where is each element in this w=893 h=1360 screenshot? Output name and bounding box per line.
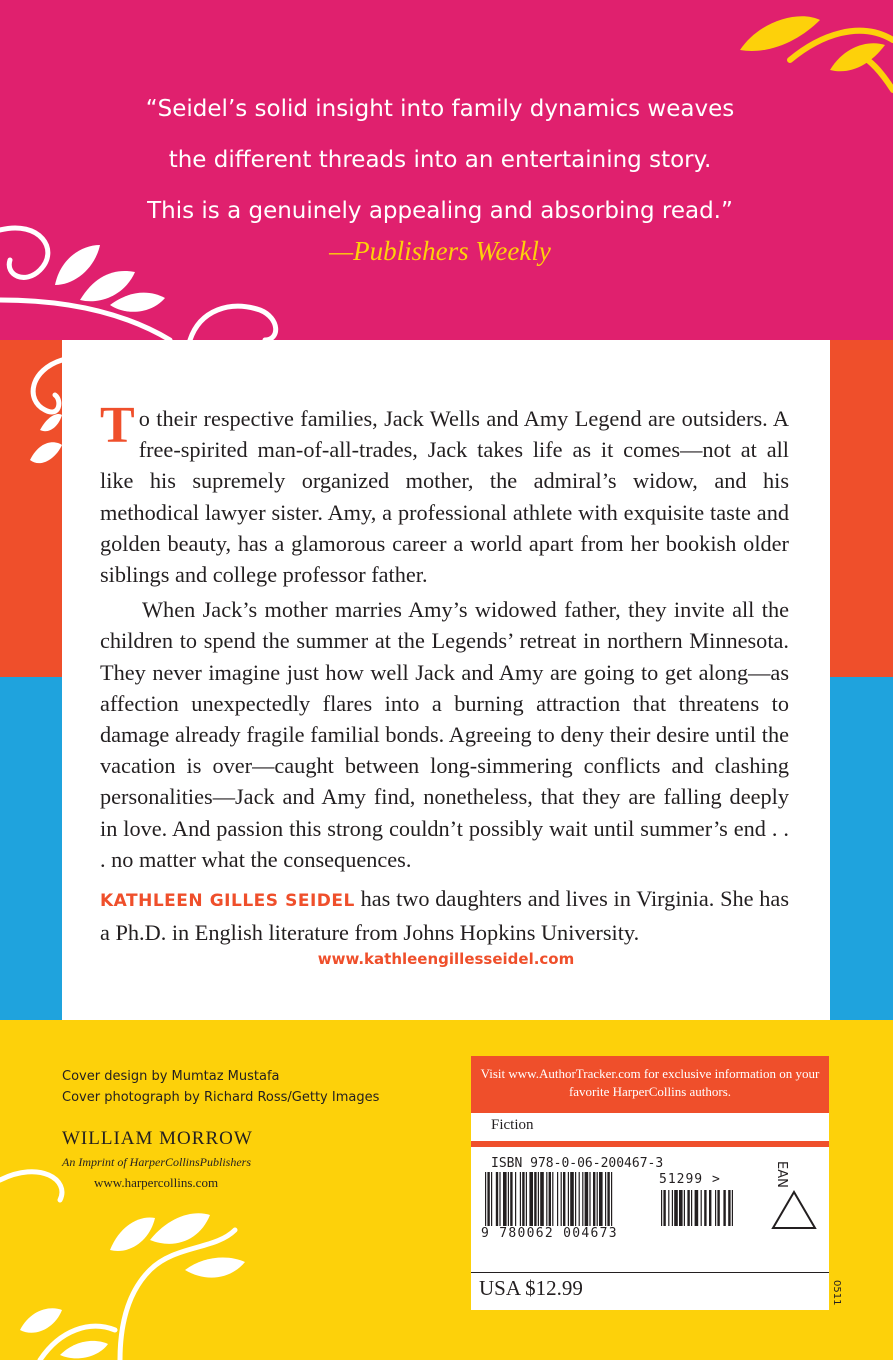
- barcode-bar: [510, 1172, 512, 1226]
- book-description: [100, 397, 789, 948]
- quote-line-3: This is a genuinely appealing and absorbing read.”: [147, 198, 733, 224]
- publisher-name: WILLIAM MORROW: [62, 1128, 253, 1149]
- isbn-number: ISBN 978-0-06-200467-3: [491, 1156, 664, 1171]
- addon-barcode-bar: [717, 1190, 719, 1226]
- barcode-bar: [534, 1172, 536, 1226]
- addon-barcode-bar: [684, 1190, 685, 1226]
- description-paragraph-2: When Jack’s mother marries Amy’s widowed father, they invite all the children to spend the summer at the Legends’ retreat in northern Minnesota. They never imagine just how well Jack and Amy are going to get along—as affection unexpectedly flares into a burning attraction that threatens to damage already fragile familial bonds. Agreeing to deny their desire until the vacation is over—caught between long-simmering conflicts and clashing personalities—Jack and Amy find, nonetheless, that they are falling deeply in love. And passion this strong couldn’t possibly wait until summer’s end . . . no matter what the consequences.: [100, 597, 789, 872]
- barcode-bar: [575, 1172, 576, 1226]
- barcode-box: [471, 1056, 829, 1310]
- barcode-bar: [546, 1172, 547, 1226]
- barcode-bar: [611, 1172, 612, 1226]
- barcode-bar: [529, 1172, 533, 1226]
- barcode-bar: [499, 1172, 500, 1226]
- barcode-bar: [589, 1172, 590, 1226]
- barcode-bar: [597, 1172, 598, 1226]
- addon-barcode-bar: [723, 1190, 725, 1226]
- addon-barcode-bar: [679, 1190, 683, 1226]
- addon-barcode-bar: [663, 1190, 665, 1226]
- cover-photo-credit: Cover photograph by Richard Ross/Getty Images: [62, 1090, 380, 1105]
- print-code: 0511: [831, 1280, 842, 1306]
- description-paragraph-1: [100, 397, 789, 590]
- quote-line-1: “Seidel’s solid insight into family dynamics weaves: [145, 96, 735, 122]
- genre-divider: [471, 1141, 829, 1147]
- paragraph-1-text: o their respective families, Jack Wells and Amy Legend are outsiders. A free-spirited man-of-all-trades, Jack takes life as it comes—not at all like his supremely organized mother, the admiral’s widow, and his methodical lawyer sister. Amy, a professional athlete with exquisite taste and golden beauty, has a glamorous career a world apart from her bookish older siblings and college professor father.: [100, 406, 789, 588]
- barcode-bar: [538, 1172, 539, 1226]
- addon-barcode-bar: [674, 1190, 678, 1226]
- barcode-bar: [515, 1172, 516, 1226]
- barcode-bar: [561, 1172, 562, 1226]
- drop-cap: T: [100, 397, 135, 454]
- addon-barcode-bar: [715, 1190, 716, 1226]
- barcode-bar: [508, 1172, 509, 1226]
- addon-barcode-bar: [672, 1190, 673, 1226]
- ean-triangle-icon: [769, 1188, 819, 1232]
- barcode-bar: [520, 1172, 521, 1226]
- barcode-bar: [549, 1172, 551, 1226]
- barcode-bar: [570, 1172, 574, 1226]
- barcode-bar: [540, 1172, 544, 1226]
- publisher-block: [62, 1128, 253, 1191]
- barcode-bar: [585, 1172, 589, 1226]
- genre-label: Fiction: [471, 1113, 829, 1141]
- addon-barcode-bar: [701, 1190, 702, 1226]
- author-bio: [100, 883, 789, 948]
- author-bio-text: has two daughters and lives in Virginia. She has a Ph.D. in English literature from Johns Hopkins University.: [100, 886, 789, 946]
- barcode-bar: [485, 1172, 486, 1226]
- barcode-bar: [552, 1172, 553, 1226]
- barcode-bar: [568, 1172, 569, 1226]
- addon-barcode-bar: [695, 1190, 699, 1226]
- quote-attribution: —Publishers Weekly: [329, 236, 551, 266]
- addon-barcode-bar: [661, 1190, 662, 1226]
- addon-digits-text: 51299: [659, 1172, 704, 1187]
- addon-barcode-bar: [709, 1190, 711, 1226]
- barcode-bar: [522, 1172, 524, 1226]
- author-website-link[interactable]: www.kathleengillesseidel.com: [317, 950, 575, 968]
- cover-credits: [62, 1066, 379, 1108]
- barcode-bar: [503, 1172, 507, 1226]
- barcode-bar: [599, 1172, 603, 1226]
- price: USA $12.99: [479, 1276, 583, 1300]
- addon-barcode-bar: [668, 1190, 669, 1226]
- quote-line-2: the different threads into an entertaining story.: [168, 147, 712, 173]
- author-tracker-strip[interactable]: Visit www.AuthorTracker.com for exclusive information on your favorite HarperCollins authors.: [471, 1056, 829, 1113]
- barcode-bar: [605, 1172, 606, 1226]
- white-curl-icon: [33, 360, 62, 412]
- barcode-bar: [487, 1172, 489, 1226]
- barcode-bar: [582, 1172, 583, 1226]
- barcode-bar: [496, 1172, 498, 1226]
- barcode-bar: [579, 1172, 580, 1226]
- barcode-bar: [526, 1172, 527, 1226]
- addon-barcode-bar: [691, 1190, 692, 1226]
- barcode-bar: [593, 1172, 595, 1226]
- barcode-bar: [557, 1172, 558, 1226]
- addon-barcode-bar: [704, 1190, 706, 1226]
- review-quote: [70, 84, 810, 237]
- author-name: KATHLEEN GILLES SEIDEL: [100, 891, 355, 912]
- addon-barcode-bar: [728, 1190, 730, 1226]
- barcode-bar: [491, 1172, 492, 1226]
- barcode-bar: [563, 1172, 565, 1226]
- price-divider: [471, 1272, 829, 1273]
- ean-label: EAN: [774, 1161, 789, 1188]
- addon-arrow: >: [711, 1172, 721, 1187]
- price-addon-digits: [659, 1172, 721, 1187]
- publisher-imprint: An Imprint of HarperCollinsPublishers: [62, 1155, 252, 1169]
- addon-barcode-bar: [732, 1190, 733, 1226]
- addon-barcode-bar: [687, 1190, 689, 1226]
- publisher-website-link[interactable]: www.harpercollins.com: [94, 1175, 219, 1190]
- barcode-digits: 9 780062 004673: [481, 1226, 618, 1241]
- barcode-bar: [607, 1172, 609, 1226]
- cover-design-credit: Cover design by Mumtaz Mustafa: [62, 1069, 280, 1084]
